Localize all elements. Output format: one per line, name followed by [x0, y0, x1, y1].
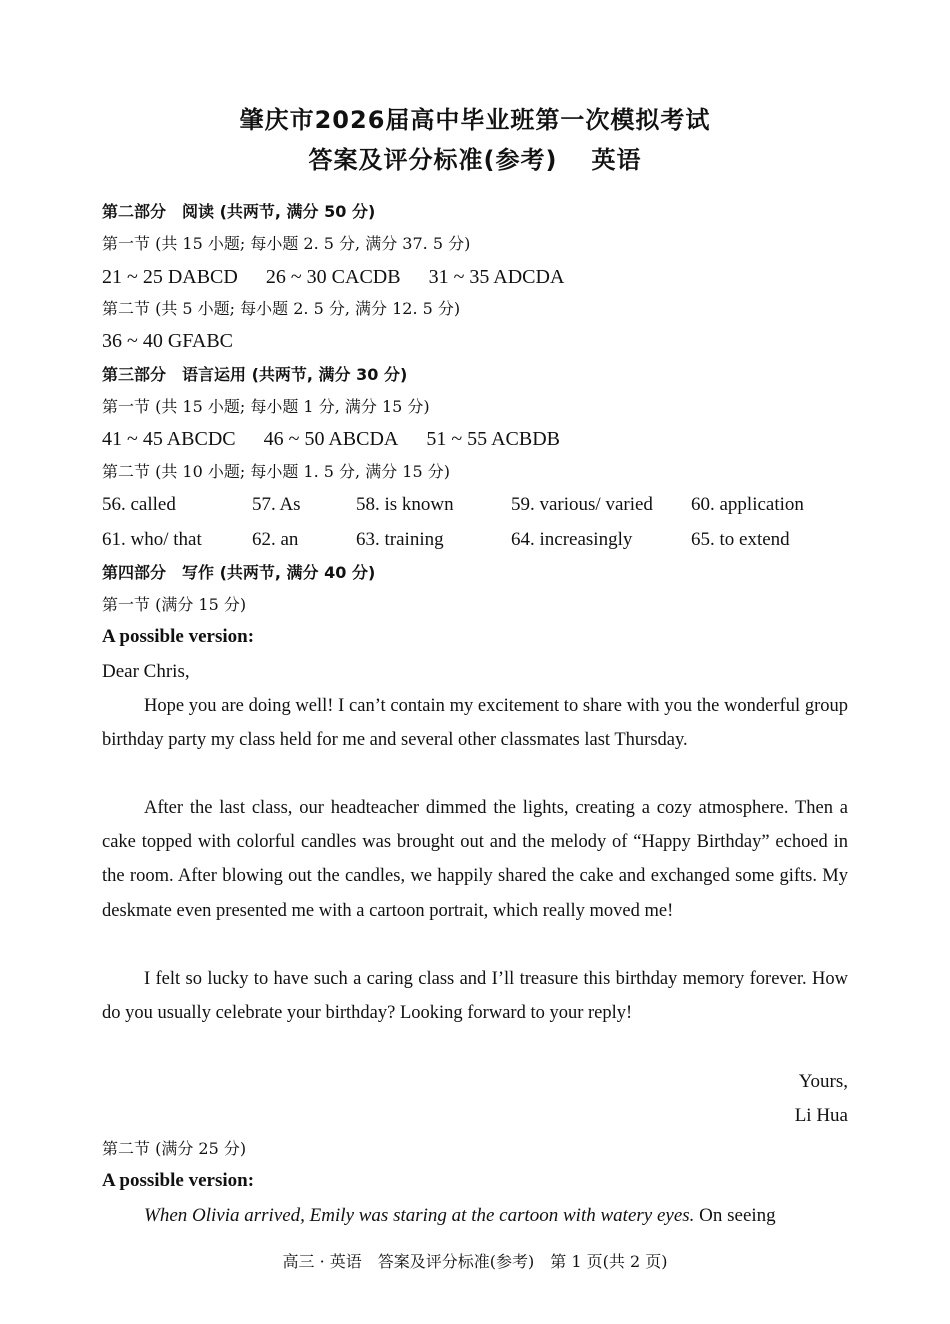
part3-sec1-answers	[102, 428, 588, 450]
answer-group: 36 ~ 40 GFABC	[102, 330, 234, 352]
version-label-2: A possible version:	[102, 1170, 255, 1191]
letter-paragraph: I felt so lucky to have such a caring class and I’ll treasure this birthday memory forever. How do you usually celebrate your birthday? Looking forward to your reply!	[102, 969, 848, 1024]
answer-group: 41 ~ 45 ABCDC	[102, 428, 236, 450]
letter-closing: Yours,	[798, 1071, 848, 1092]
part3-sec2-header: 第二节 (共 10 小题; 每小题 1. 5 分, 满分 15 分)	[102, 462, 450, 481]
fill-answer: 57. As	[252, 494, 301, 515]
fill-answer: 62. an	[252, 529, 299, 550]
fill-answer: 59. various/ varied	[511, 494, 653, 515]
answer-group: 26 ~ 30 CACDB	[265, 266, 401, 288]
letter-paragraph: Hope you are doing well! I can’t contain my excitement to share with you the wonderful group birthday party my class held for me and several other classmates last Thursday.	[102, 696, 848, 751]
continuation-italic: When Olivia arrived, Emily was staring at the cartoon with watery eyes.	[144, 1205, 695, 1226]
exam-title: 肇庆市2026届高中毕业班第一次模拟考试	[239, 106, 711, 134]
fill-answer: 64. increasingly	[511, 529, 633, 550]
part3-header: 第三部分 语言运用 (共两节, 满分 30 分)	[102, 365, 408, 384]
fill-answer: 60. application	[691, 494, 804, 515]
part2-header: 第二部分 阅读 (共两节, 满分 50 分)	[102, 202, 376, 221]
part4-header: 第四部分 写作 (共两节, 满分 40 分)	[102, 563, 376, 582]
part2-sec2-header: 第二节 (共 5 小题; 每小题 2. 5 分, 满分 12. 5 分)	[102, 299, 461, 318]
fill-answer: 65. to extend	[691, 529, 790, 550]
fill-answer: 58. is known	[356, 494, 454, 515]
answer-group: 51 ~ 55 ACBDB	[426, 428, 560, 450]
part2-sec1-header: 第一节 (共 15 小题; 每小题 2. 5 分, 满分 37. 5 分)	[102, 234, 471, 253]
part2-sec1-answers	[102, 266, 592, 288]
page-footer: 高三 · 英语 答案及评分标准(参考) 第 1 页(共 2 页)	[282, 1252, 668, 1271]
fill-answer: 56. called	[102, 494, 176, 515]
version-label: A possible version:	[102, 626, 255, 647]
answer-group: 31 ~ 35 ADCDA	[428, 266, 565, 288]
continuation-normal: On seeing	[694, 1205, 776, 1226]
letter-signature: Li Hua	[794, 1105, 848, 1126]
part4-sec2-header: 第二节 (满分 25 分)	[102, 1139, 247, 1158]
fill-answer: 61. who/ that	[102, 529, 202, 550]
part3-sec1-header: 第一节 (共 15 小题; 每小题 1 分, 满分 15 分)	[102, 397, 430, 416]
continuation-start	[144, 1205, 776, 1227]
subtitle-text: 答案及评分标准(参考)	[308, 146, 558, 174]
fill-answer: 63. training	[356, 529, 444, 550]
subject-label: 英语	[591, 146, 642, 174]
letter-greeting: Dear Chris,	[102, 661, 190, 682]
exam-subtitle	[0, 140, 950, 175]
part2-sec2-answers	[102, 330, 261, 352]
part4-sec1-header: 第一节 (满分 15 分)	[102, 595, 247, 614]
answer-group: 46 ~ 50 ABCDA	[263, 428, 399, 450]
letter-paragraph: After the last class, our headteacher dimmed the lights, creating a cozy atmosphere. Then a cake topped with colorful candles was brought out and the melody of “Happy Birthday” echoed in the room. After blowing out the candles, we happily shared the cake and exchanged some gifts. My deskmate even presented me with a cartoon portrait, which really moved me!	[102, 798, 848, 921]
answer-group: 21 ~ 25 DABCD	[102, 266, 238, 288]
